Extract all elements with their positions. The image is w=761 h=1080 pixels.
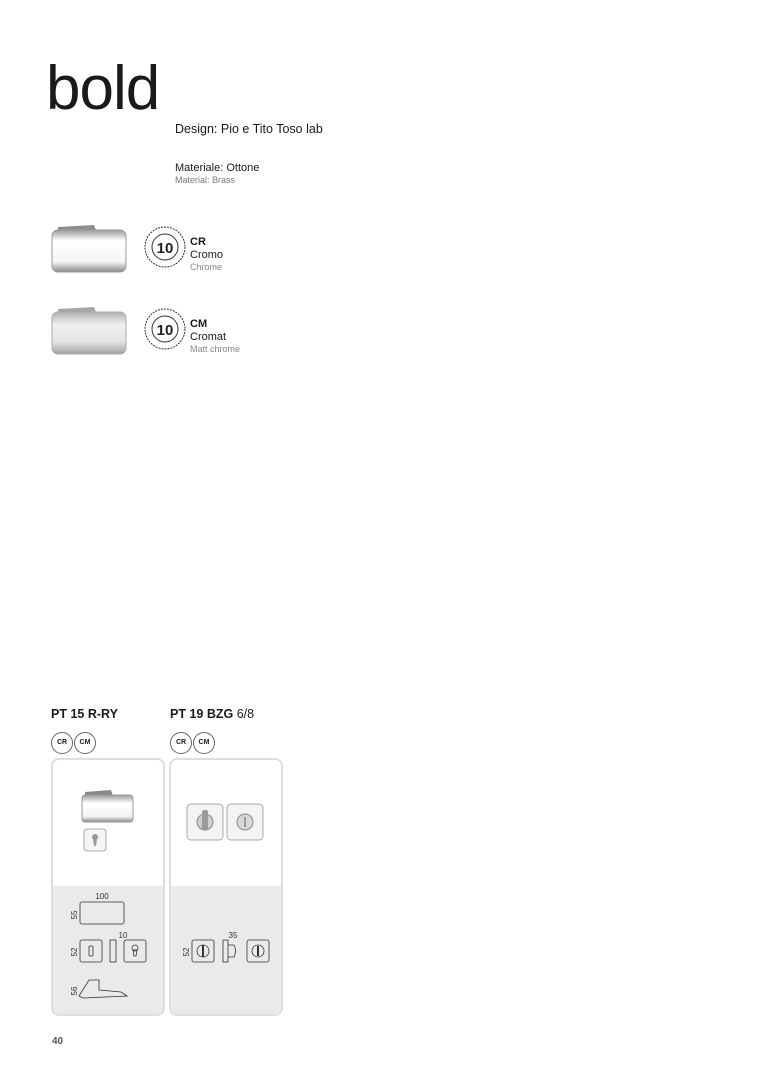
designer-credit: Design: Pio e Tito Toso lab [175, 122, 323, 136]
svg-text:56: 56 [70, 986, 79, 996]
finish-cr [50, 222, 350, 274]
product-pt15 [51, 707, 163, 753]
svg-text:100: 100 [95, 892, 109, 901]
material-italian: Materiale: Ottone [175, 162, 260, 174]
finish-name-english: Chrome [190, 262, 223, 272]
finish-cm [50, 304, 350, 356]
finish-name-english: Matt chrome [190, 344, 241, 354]
svg-text:52: 52 [182, 947, 191, 957]
privacy-set-photo [171, 760, 281, 886]
material-info [175, 162, 259, 185]
svg-text:10: 10 [156, 240, 174, 257]
svg-text:52: 52 [70, 947, 79, 957]
svg-text:10: 10 [118, 931, 128, 940]
finish-cm-text [190, 318, 240, 354]
finish-code: CR [190, 236, 206, 248]
technical-drawing [171, 886, 281, 1014]
lever-handle-photo [53, 760, 163, 886]
product-pt19 [170, 707, 282, 753]
svg-text:55: 55 [70, 910, 79, 920]
handle-chrome-image [50, 222, 128, 274]
product-suffix: 6/8 [236, 707, 255, 721]
finish-code: CM [190, 318, 208, 330]
svg-text:35: 35 [228, 931, 238, 940]
technical-drawing [53, 886, 163, 1014]
product-code: PT 19 BZG 6/8 [170, 707, 255, 721]
warranty-seal-icon [144, 308, 186, 350]
material-english: Material: Brass [175, 175, 236, 185]
product-code: PT 15 R-RY [51, 707, 118, 721]
handle-matt-chrome-image [50, 304, 128, 356]
finish-badge: CM [74, 732, 96, 754]
collection-title: bold [46, 54, 160, 123]
page-number: 40 [52, 1036, 64, 1047]
finish-name-italian: Cromo [190, 249, 224, 261]
svg-text:10: 10 [156, 322, 174, 339]
finish-badges [51, 731, 163, 753]
finish-name-italian: Cromat [190, 331, 227, 343]
warranty-seal-icon [144, 226, 186, 268]
finish-badge: CM [193, 732, 215, 754]
finish-badge: CR [170, 732, 192, 754]
product-card-pt19 [169, 758, 283, 1016]
finish-badge: CR [51, 732, 73, 754]
finish-badges [170, 731, 282, 753]
product-card-pt15 [51, 758, 165, 1016]
finish-cr-text [190, 236, 223, 272]
